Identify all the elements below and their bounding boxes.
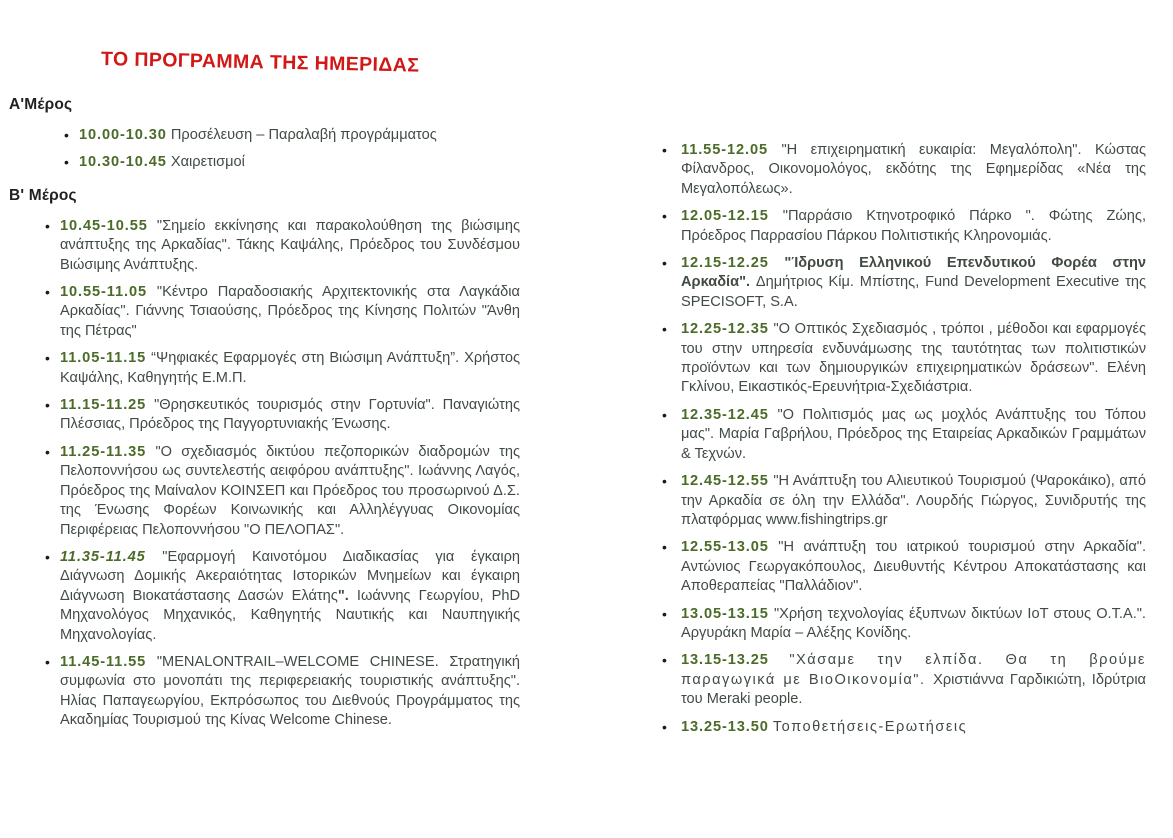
section-heading-part-b: Β' Μέρος	[9, 186, 77, 204]
time-range: 11.05-11.15	[60, 350, 147, 367]
time-range: 10.55-11.05	[60, 284, 147, 301]
bullet-dot: •	[64, 127, 69, 143]
agenda-list-right	[661, 141, 1146, 737]
time-range: 11.15-11.25	[60, 397, 147, 414]
bullet-dot: •	[662, 406, 667, 423]
agenda-item	[661, 141, 1146, 199]
agenda-item	[9, 443, 520, 540]
item-text	[171, 127, 437, 143]
time-range: 12.55-13.05	[681, 539, 769, 556]
bullet-dot: •	[64, 154, 69, 171]
bullet-dot: •	[662, 605, 667, 622]
agenda-list-part-a	[9, 126, 520, 173]
agenda-item	[9, 153, 520, 172]
item-text-segment: "Ο σχεδιασμός δικτύου πεζοπορικών διαδρομών της Πελοποννήσου ως συντελεστής αειφόρου ανάπτυξης". Ιωάννης Λαγός, Πρόεδρος της Μαίναλον ΚΟΙΝΣΕΠ και Πρόεδρος του προσωρινού Δ.Σ. της Ένωσης Φορέων Κοινωνικής και Αλληλέγγυας Οικονομίας Περιφέρειας Πελοποννήσου "Ο ΠΕΛΟΠΑΣ".	[60, 443, 520, 538]
time-range: 10.45-10.55	[60, 217, 148, 234]
bullet-dot: •	[45, 653, 50, 670]
agenda-list-part-b	[9, 217, 520, 731]
item-text-segment: "MENALONTRAIL–WELCOME CHINESE. Στρατηγική συμφωνία στο μονοπάτι της περιφερειακής τουριστικής ανάπτυξης". Ηλίας Παπαγεωργίου, Εκπρόσωπος του Διεθνούς Προγράμματος της Ακαδημίας Τουρισμού της Κίνας Welcome Chinese.	[60, 653, 520, 729]
item-text-segment: "Ο Πολιτισμός μας ως μοχλός Ανάπτυξης του Τόπου μας". Μαρία Γαβρήλου, Πρόεδρος της Εταιρείας Αρκαδικών Γραμμάτων & Τεχνών.	[681, 406, 1146, 462]
agenda-item	[9, 283, 520, 341]
item-text-segment: "Εφαρμογή Καινοτόμου Διαδικασίας για έγκαιρη Διάγνωση Δομικής Ακεραιότητας Ιστορικών Μνημείων και έγκαιρη Διάγνωση Βιοκατάστασης Δασών Ελάτης	[60, 548, 521, 604]
time-range: 12.15-12.25	[681, 255, 769, 272]
agenda-item	[9, 548, 520, 645]
item-text-segment: Χαιρετισμοί	[170, 154, 245, 171]
item-text-segment: Τοποθετήσεις-Ερωτήσεις	[772, 718, 968, 735]
bullet-dot: •	[662, 539, 667, 556]
agenda-item	[661, 605, 1146, 644]
time-range: 12.25-12.35	[681, 321, 769, 338]
time-range: 12.45-12.55	[681, 473, 769, 490]
agenda-item	[661, 472, 1146, 530]
time-range: 13.15-13.25	[681, 652, 769, 669]
section-heading-part-a: Α'Μέρος	[9, 96, 73, 113]
bullet-dot: •	[45, 284, 50, 301]
agenda-item	[9, 653, 520, 731]
agenda-item	[661, 254, 1146, 312]
page-title: ΤΟ ΠΡΟΓΡΑΜΜΑ ΤΗΣ ΗΜΕΡΙΔΑΣ	[100, 48, 420, 77]
agenda-item	[9, 217, 520, 275]
bullet-dot: •	[662, 652, 667, 669]
bullet-dot: •	[45, 350, 50, 367]
bullet-dot: •	[662, 473, 667, 490]
item-text-segment: "Η επιχειρηματική ευκαιρία: Μεγαλόπολη". Κώστας Φίλανδρος, Οικονομολόγος, εκδότης της Εφημερίδας «Νέα της Μεγαλοπόλεως».	[681, 142, 1146, 197]
bullet-dot: •	[662, 142, 667, 158]
item-text-segment: "Θρησκευτικός τουρισμός στην Γορτυνία". Παναγιώτης Πλέσσιας, Πρόεδρος της Παγγορτυνιακής Ένωσης.	[60, 397, 520, 433]
time-range: 12.35-12.45	[681, 406, 769, 423]
bullet-dot: •	[45, 217, 50, 234]
agenda-item	[661, 207, 1146, 246]
time-range: 13.05-13.15	[681, 605, 769, 622]
item-text-segment: Δημήτριος Κίμ. Μπίστης, Fund Development Executive της SPECISOFT, S.A.	[681, 274, 1146, 310]
time-range: 11.55-12.05	[681, 142, 768, 158]
item-text-segment: "Η Ανάπτυξη του Αλιευτικού Τουρισμού (Ψαροκάικο), από την Αρκαδία σε όλη την Ελλάδα". Λουρδής Γιώργος, Συνιδρυτής της πλατφόρμας www.fishingtrips.gr	[681, 473, 1146, 528]
bullet-dot: •	[662, 208, 667, 225]
item-text-segment: ".	[337, 587, 357, 604]
item-text	[773, 719, 967, 735]
item-text-segment: Ιωάννης Γεωργίου, PhD Μηχανολόγος Μηχανικός, Καθηγητής Ναυτικής και Ναυπηγικής Μηχανολογίας.	[60, 587, 521, 643]
bullet-dot: •	[662, 255, 667, 272]
agenda-item	[9, 396, 520, 435]
agenda-item	[661, 538, 1146, 596]
bullet-dot: •	[662, 321, 667, 338]
time-range: 13.25-13.50	[681, 718, 769, 735]
time-range: 10.30-10.45	[79, 154, 167, 171]
item-text-segment: “Ψηφιακές Εφαρμογές στη Βιώσιμη Ανάπτυξη”. Χρήστος Καψάλης, Καθηγητής Ε.Μ.Π.	[60, 350, 520, 386]
item-text-segment: Χριστιάννα Γαρδικιώτη, Ιδρύτρια του Meraki people.	[681, 671, 1146, 708]
time-range: 12.05-12.15	[681, 208, 769, 225]
item-text	[171, 154, 245, 170]
agenda-item	[661, 651, 1146, 709]
item-text-segment: "Χρήση τεχνολογίας έξυπνων δικτύων ΙοΤ στους Ο.Τ.Α.". Αργυράκη Μαρία – Αλέξης Κονίδης.	[681, 605, 1146, 641]
bullet-dot: •	[45, 397, 50, 414]
time-range: 11.35-11.45	[60, 548, 146, 565]
item-text-segment: "Ίδρυση Ελληνικού Επενδυτικού Φορέα στην Αρκαδία".	[681, 255, 1146, 291]
item-text-segment: "Σημείο εκκίνησης και παρακολούθηση της βιώσιμης ανάπτυξης της Αρκαδίας". Τάκης Καψάλης, Πρόεδρος του Συνδέσμου Βιώσιμης Ανάπτυξης.	[60, 217, 520, 273]
item-text-segment: "Κέντρο Παραδοσιακής Αρχιτεκτονικής στα Λαγκάδια Αρκαδίας". Γιάννης Τσιαούσης, Πρόεδρος της Κίνησης Πολιτών "Άνθη της Πέτρας"	[60, 284, 520, 339]
agenda-item	[661, 406, 1146, 464]
item-text-segment: "Η ανάπτυξη του ιατρικού τουρισμού στην Αρκαδία". Αντώνιος Γεωργακόπουλος, Διευθυντής Κέντρου Αποκατάστασης και Αποθεραπείας "Παλλάδιον".	[681, 539, 1146, 595]
agenda-item	[661, 718, 1146, 737]
time-range: 11.45-11.55	[60, 653, 147, 670]
item-text-segment: Προσέλευση – Παραλαβή προγράμματος	[170, 127, 437, 143]
time-range: 11.25-11.35	[60, 443, 147, 460]
right-column	[661, 141, 1146, 745]
bullet-dot: •	[45, 443, 50, 460]
agenda-item	[661, 320, 1146, 398]
bullet-dot: •	[45, 548, 50, 565]
item-text-segment: "Ο Οπτικός Σχεδιασμός , τρόποι , μέθοδοι και εφαρμογές του στην υπηρεσία ενδυνάμωσης της ταυτότητας των πολιτιστικών προϊόντων και των δημιουργικών επιχειρηματικών δράσεων". Ελένη Γκλίνου, Εικαστικός-Ερευνήτρια-Σχεδιάστρια.	[681, 321, 1146, 396]
agenda-item	[9, 349, 520, 388]
time-range: 10.00-10.30	[79, 127, 167, 143]
left-column	[9, 96, 520, 739]
item-text-segment: "Παρράσιο Κτηνοτροφικό Πάρκο ". Φώτης Ζώης, Πρόεδρος Παρρασίου Πάρκου Πολιτιστικής Κληρονομιάς.	[681, 208, 1146, 244]
bullet-dot: •	[662, 718, 667, 735]
item-text-segment: "Χάσαμε την ελπίδα. Θα τη βρούμε παραγωγικά με ΒιοΟικονομία".	[681, 652, 1146, 688]
agenda-item	[9, 126, 520, 145]
